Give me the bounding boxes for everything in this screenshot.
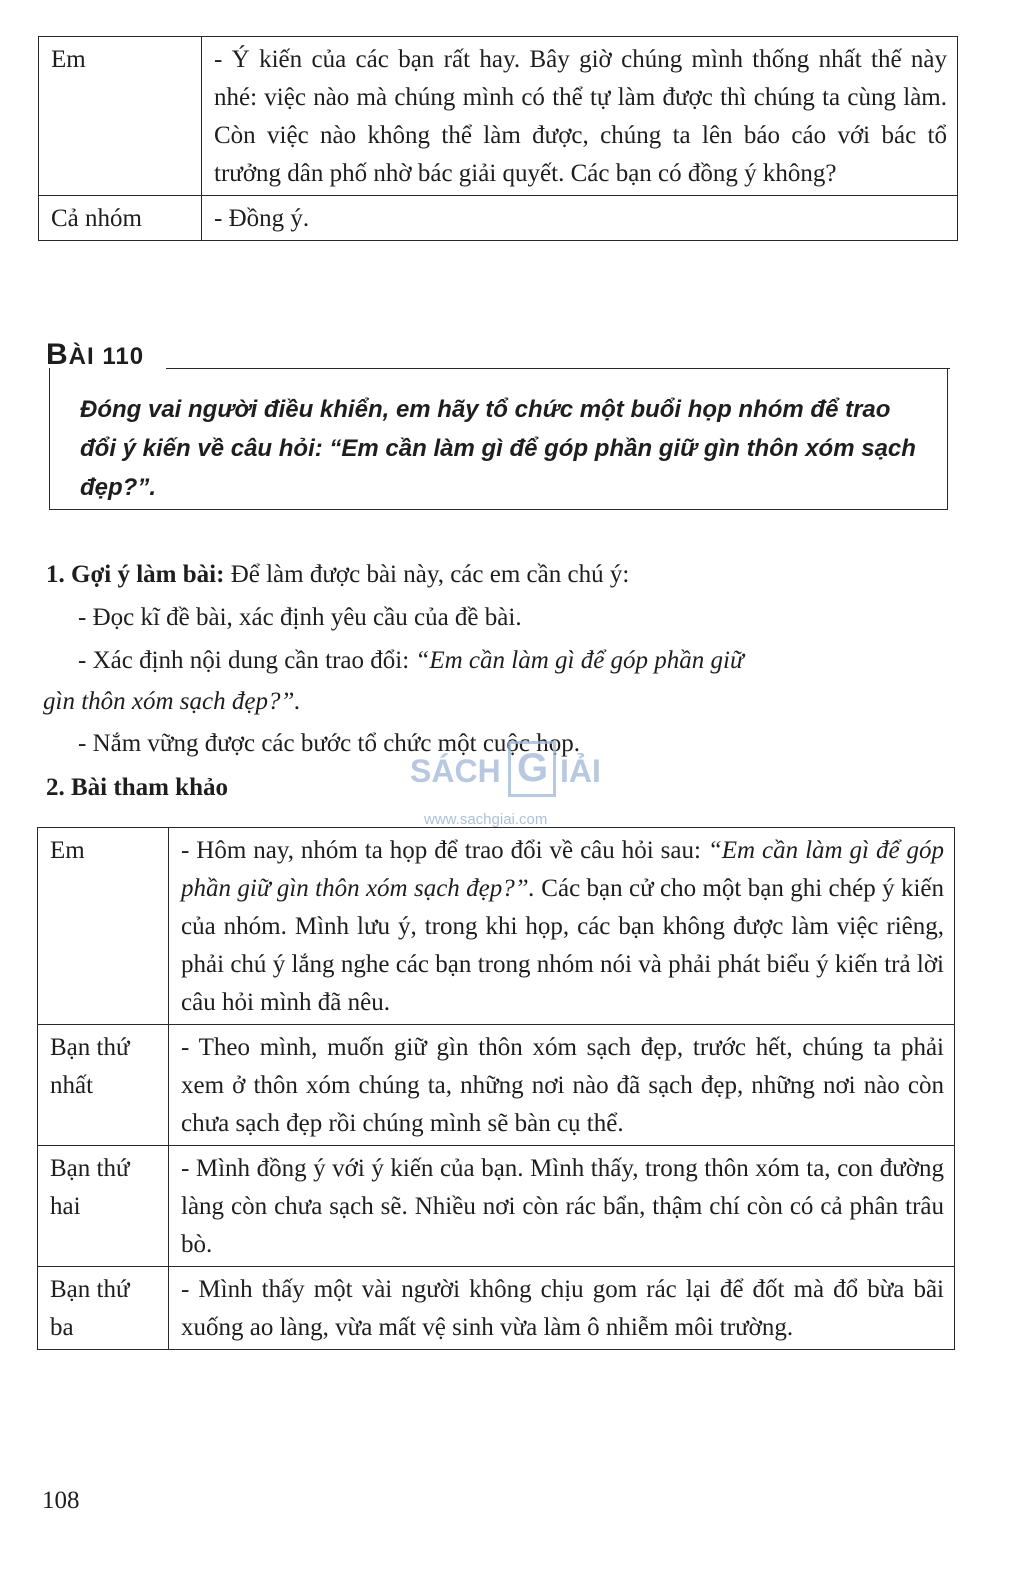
guidance-bullet: - Đọc kĩ đề bài, xác định yêu cầu của đề bài. [78,604,522,631]
table-row [38,828,955,1025]
table-row [39,196,958,241]
dialogue-cell: - Theo mình, muốn giữ gìn thôn xóm sạch đẹp, trước hết, chúng ta phải xem ở thôn xóm chúng ta, những nơi nào đã sạch đẹp, những nơi nào còn chưa sạch đẹp rồi chúng mình sẽ bàn cụ thể. [169,1025,955,1146]
reference-heading: 2. Bài tham khảo [46,774,228,801]
guidance-intro: 1. Gợi ý làm bài: Để làm được bài này, các em cần chú ý: [46,561,630,588]
table-row [38,1267,955,1350]
watermark-url: www.sachgiai.com [424,811,548,828]
reference-dialogue-table [37,827,955,1350]
table-row [39,37,958,196]
guidance-bullet-continued: gìn thôn xóm sạch đẹp?”. [43,688,301,715]
dialogue-cell: - Ý kiến của các bạn rất hay. Bây giờ chúng mình thống nhất thế này nhé: việc nào mà chúng mình có thể tự làm được thì chúng ta cùng làm. Còn việc nào không thể làm được, chúng ta lên báo cáo với bác tổ trưởng dân phố nhờ bác giải quyết. Các bạn có đồng ý không? [202,37,958,196]
page-number: 108 [42,1487,80,1514]
dialogue-cell: - Mình đồng ý với ý kiến của bạn. Mình thấy, trong thôn xóm ta, con đường làng còn chưa sạch sẽ. Nhiều nơi còn rác bẩn, thậm chí còn có cả phân trâu bò. [169,1146,955,1267]
watermark-g-box: G [508,741,556,797]
guidance-bullet: - Nắm vững được các bước tổ chức một cuộc họp. [78,730,581,757]
table-row [38,1146,955,1267]
speaker-cell: Bạn thứ hai [38,1146,169,1267]
guidance-heading: 1. Gợi ý làm bài: [46,561,225,588]
task-box [49,368,948,510]
dialogue-cell: - Hôm nay, nhóm ta họp để trao đổi về câu hỏi sau: “Em cần làm gì để góp phần giữ gìn thôn xóm sạch đẹp?”. Các bạn cử cho một bạn ghi chép ý kiến của nhóm. Mình lưu ý, trong khi họp, các bạn không được làm việc riêng, phải chú ý lắng nghe các bạn trong nhóm nói và phải phát biểu ý kiến trả lời câu hỏi mình đã nêu. [169,828,955,1025]
section-title: BÀI 110 [46,338,148,372]
speaker-cell: Bạn thứ ba [38,1267,169,1350]
speaker-cell: Cả nhóm [39,196,202,241]
speaker-cell: Em [39,37,202,196]
dialogue-cell: - Đồng ý. [202,196,958,241]
table-row [38,1025,955,1146]
dialogue-cell: - Mình thấy một vài người không chịu gom rác lại để đốt mà đổ bừa bãi xuống ao làng, vừa mất vệ sinh vừa làm ô nhiễm môi trường. [169,1267,955,1350]
guidance-bullet: - Xác định nội dung cần trao đổi: “Em cần làm gì để góp phần giữ [78,647,744,674]
speaker-cell: Em [38,828,169,1025]
task-prompt: Đóng vai người điều khiển, em hãy tổ chức một buổi họp nhóm để trao đổi ý kiến về câu hỏi: “Em cần làm gì để góp phần giữ gìn thôn xóm sạch đẹp?”. [80,396,916,501]
dialogue-table-continued [38,36,958,241]
watermark-logo: SÁCH G IẢI www.sachgiai.com [410,733,630,833]
speaker-cell: Bạn thứ nhất [38,1025,169,1146]
